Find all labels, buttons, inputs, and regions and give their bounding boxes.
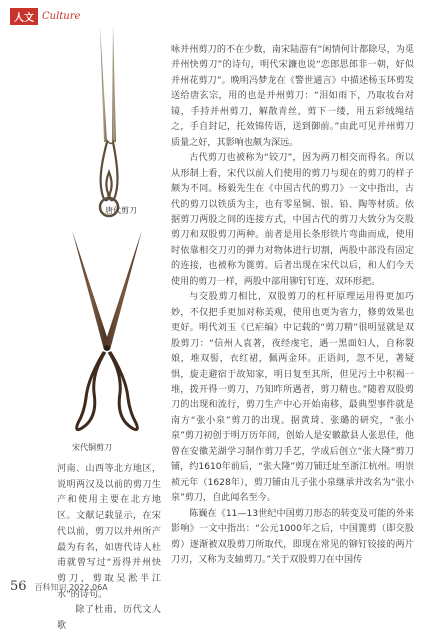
paragraph: 咏并州剪刀的不在少数，南宋陆游有“闲情何计都除尽，为觅并州快剪刀”的诗句，明代宋濂也说“恋郎思郎非一朝，好似并州花剪刀”。晚明冯梦龙在《警世通言》中描述杨玉环剪发送给唐玄宗，用的也是并州剪刀：“泪如雨下，乃取妆台对镜，手持并州剪刀，解散青丝，剪下一缕，用五彩绒绳结之，手自封记，托效锦传语，送到御前。”由此可见并州剪刀质量之好，其影响也颇为深远。	[171, 45, 414, 148]
right-column	[171, 43, 414, 568]
paragraph: 河南、山西等北方地区，说明两汉及以前的剪刀生产和使用主要在北方地区。文献记载显示，在宋代以前，剪刀以并州所产最为有名，如唐代诗人杜甫就曾写过“焉得并州快剪刀，剪取吴淞半江水”的诗句。	[57, 464, 161, 600]
tang-scissors-image	[85, 22, 135, 227]
tang-scissors-caption: 唐代剪刀	[105, 206, 137, 215]
paragraph: 除了杜甫，历代文人歌	[57, 605, 161, 632]
journal-name: 百科知识 2022.06A	[34, 583, 108, 592]
song-scissors-caption: 宋代铜剪刀	[72, 443, 112, 452]
section-header	[10, 8, 80, 24]
page-number: 56	[10, 579, 27, 594]
left-column	[57, 462, 161, 635]
paragraph: 与交股剪刀相比，双股剪刀的杠杆原理运用得更加巧妙，不仅把手更加对称美观，使用也更为省力，修剪效果也更好。明代刘玉《已疟编》中记载的“剪刀精”很明显就是双股剪刀：“信州人袁著，夜经虔宅，遇一黑面妇人，自称裂娘，堆双髻，衣红裙，佩两金环。正语间，忽不见，著疑惧，旋走避宿于故知家，明日复至其所，但见污土中积褐一堆，拨开得一剪刀，乃知昨所遇者，剪刀精也。”随着双股剪刀的出现和流行，剪刀生产中心开始南移，最典型事件就是南方“张小泉”剪刀的出现。据黄琦、张璐的研究，“张小泉”剪刀初创于明万历年间，创始人是安徽歙县人张思佳，他曾在安徽芜湖学习制作剪刀手艺，学成后创立“张大隆”剪刀铺，约1610年前后，“张大隆”剪刀铺迁址至浙江杭州。明崇祯元年（1628年），剪刀铺由儿子张小泉继承并改名为“张小泉”剪刀，自此闻名至今。	[171, 292, 414, 504]
page-footer	[10, 579, 108, 594]
paragraph: 陈巍在《11—13世纪中国剪刀形态的转变及可能的外来影响》一文中指出：“公元1000年之后，中国篦剪（即交股剪）逐渐被双股剪刀所取代，即现在常见的铆钉铰接的两片刀刃，又称为支轴剪刀。”关于双股剪刀在中国传	[171, 508, 414, 565]
paragraph: 古代剪刀也被称为“铰刀”，因为两刀相交而得名。所以从形制上看，宋代以前人们使用的剪刀与现在的剪刀的样子颇为不同。杨毅先生在《中国古代的剪刀》一文中指出，古代的剪刀以铁质为主，也有零星铜、银、铅、陶等材质。依据剪刀两股之间的连接方式，中国古代的剪刀大致分为交股剪刀和双股剪刀两种。前者是用长条形铁片弯曲而成，使用时依靠相交刀刃的弹力对物体进行切割，两股中部没有固定的连接，也被称为篦剪。后者出现在宋代以后，和人们今天使用的剪刀一样，两股中部用铆钉钉连，双环形把。	[171, 153, 414, 287]
song-scissors-image	[52, 228, 162, 438]
section-tag: 人文	[10, 8, 38, 25]
section-label: Culture	[42, 10, 81, 22]
